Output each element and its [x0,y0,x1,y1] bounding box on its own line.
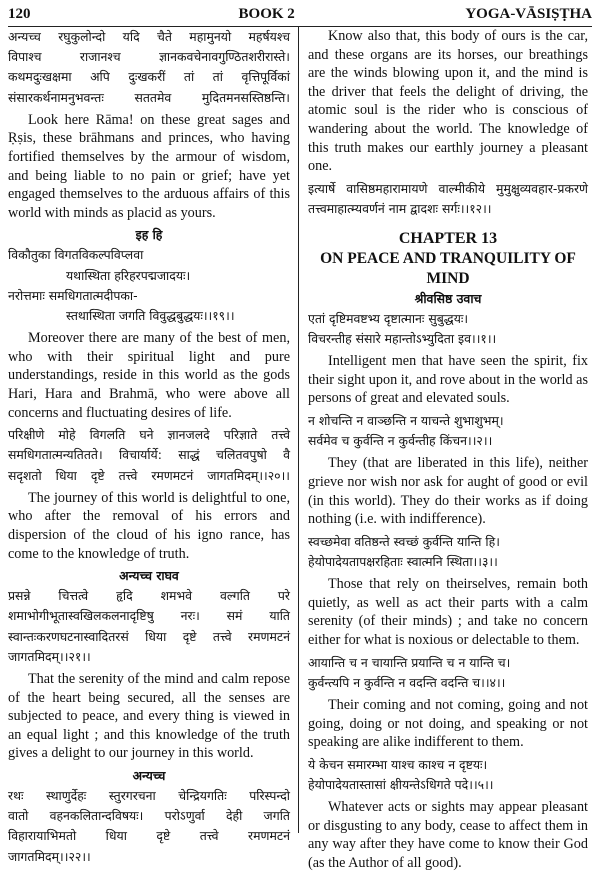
verse-heading: अन्यच्च [132,767,166,783]
verse-line: विकौतुका विगतविकल्पविप्लवा [8,247,144,263]
chapter-title: ON PEACE AND TRANQUILITY OF MIND [320,249,576,287]
right-column [298,27,588,871]
speaker-heading: श्रीवसिष्ठ उवाच [414,290,482,306]
page-number: 120 [8,6,31,22]
chapter-colophon: इत्यार्षे वासिष्ठमहारामायणे वाल्मीकीये मुमुक्षुव्यवहार-प्रकरणे तत्त्वमाहात्म्यवर्णनं नाम द्वादशः सर्गः।।१२।। [308,180,588,216]
verse-line: संसारकर्थनामनुभवन्तः सततमेव मुदितमनसस्तिष्ठन्ति। [8,89,290,105]
verse-line: रथः स्थाणुर्देहः स्तुरगरचना चेन्द्रियगतिः परिस्पन्दो [8,787,290,803]
verse-heading: अन्यच्च राघव [119,568,179,584]
translation-paragraph: That the serenity of the mind and calm repose of the heart being secured, all the senses are subjected to peace, and every thing is viewed in an equal light ; and this knowledge of the truth gives a delight to our journey in this world. [8,670,290,762]
verse-line: ये केचन समारम्भा याश्च काश्च न दृष्टयः। [308,756,488,772]
verse-line: विचरन्तीह संसारे महान्तोऽभ्युदिता इव।।१।। [308,330,497,346]
running-header [8,6,592,27]
verse-line: स्वान्तःकरणघटनास्वादितरसं धिया दृष्टे तत्त्वे रमणमटनं [8,628,290,644]
verse-line: एतां दृष्टिमवष्टभ्य दृष्टात्मानः सुबुद्धयः। [308,310,469,326]
sanskrit-verse [308,532,588,572]
translation-paragraph: Look here Rāma! on these great sages and Ṛṣis, these brāhmans and princes, who having fortified themselves by the armour of wisdom, and being liable to no pain or grief; have yet engaged themselves to the arduous affairs of this world with minds as placid as yours. [8,111,290,221]
verse-line: कुर्वन्त्यपि न कुर्वन्ति न वदन्ति वदन्ति च।।४।। [308,674,506,690]
verse-line: विपाश्च राजानश्च ज्ञानकवचेनावगुण्ठितशरीरास्ते। [8,49,290,65]
verse-line: आयान्ति च न चायान्ति प्रयान्ति च न यान्ति च। [308,654,511,670]
verse-line: स्तथास्थिता जगति विवुद्धबुद्धयः।।१९।। [66,307,235,323]
sanskrit-verse [8,586,290,667]
translation-paragraph: They (that are liberated in this life), neither grieve nor wish nor ask for aught of good or evil (in this world). They do their works as if doing nothing (i.e. with indifference). [308,455,588,528]
verse-line: यथास्थिता हरिहरपद्मजादयः। [66,267,191,283]
verse-line: प्रसन्ने चित्तत्वे हृदि शमभवे वल्गति परे [8,588,290,604]
sanskrit-verse [308,755,588,795]
verse-line: वातो वहनकलितान्दविषयः। परोऽणुर्वा देही जगति [8,808,290,824]
running-title: YOGA-VĀSIṢṬHA [465,6,592,22]
translation-paragraph: Their coming and not coming, going and not going, doing or not doing, and speaking or not speaking are alike indifferent to them. [308,696,588,751]
verse-line: विहारायाभिमतो धिया दृष्टे तत्त्वे रमणमटनं [8,828,290,844]
translation-paragraph: Whatever acts or sights may appear pleasant or disgusting to any body, cease to affect them in any way after they have come to know their God (as the Author of all good). [308,799,588,871]
translation-paragraph: Those that rely on theirselves, remain both quietly, as well as act their parts with a calm serenity (of their minds) ; and take no concern either for what is noxious or delectable to them. [308,576,588,648]
translation-paragraph: Know also that, this body of ours is the car, and these organs are its horses, our breathings are the winds blowing upon it, and the mind is the driver that feels the delight of driving, the atomic soul is the rider who is conscious of wandering about the world. The knowledge of this truth makes our earthly journey a pleasant one. [308,28,588,175]
verse-line: अन्यच्च रघुकुलोन्दो यदि चैते महामुनयो महर्षयश्च [8,29,290,44]
verse-line: जागतमिदम्।।२२।। [8,848,91,864]
verse-line: कथमदुःखक्षमा अपि दुःखकरीं तां तां वृत्तिपूर्विकां [8,69,290,85]
verse-heading: इह हि [135,227,163,243]
sanskrit-verse [8,27,290,108]
verse-line: स्वच्छमेवा वतिष्ठन्ते स्वच्छं कुर्वन्ति यान्ति हि। [308,533,500,549]
sanskrit-verse [8,425,290,486]
verse-line: परिक्षीणे मोहे विगलति घने ज्ञानजलदे परिज्ञाते तत्त्वे [8,427,290,443]
sanskrit-verse [308,309,588,349]
left-column [8,27,298,864]
sanskrit-verse [308,411,588,451]
sanskrit-verse [8,245,290,326]
verse-line: सदृशतो धिया दृष्टे तत्त्वे रमणमटनं जागतमिदम्।।२०।। [8,467,290,483]
sanskrit-verse [8,786,290,867]
verse-line: हेयोपादेयतास्तासां क्षीयन्तेऽधिगते पदे।।५।। [308,776,494,792]
verse-line: जागतमिदम्।।२१।। [8,648,91,664]
verse-line: हेयोपादेयतापक्षरहिताः स्वात्मनि स्थिता।।३।। [308,553,498,569]
verse-line: नरोत्तमाः समधिगतात्मदीपका- [8,287,138,303]
book-label: BOOK 2 [238,6,295,22]
translation-paragraph: The journey of this world is delightful to one, who after the removal of his errors and dispersion of the cloud of his igno rance, has come to the knowledge of truth. [8,489,290,562]
verse-line: शमाभोगीभूतास्वखिलकलनादृष्टिषु नरः। समं याति [8,608,290,624]
translation-paragraph: Intelligent men that have seen the spirit, fix their sight upon it, and rove about in the world as persons of great and elevated souls. [308,353,588,407]
verse-line: समधिगतात्मन्यतितते। विचार्यार्ये: साद्धं चलितवपुषो वै [8,447,290,463]
verse-line: न शोचन्ति न वाञ्छन्ति न याचन्ते शुभाशुभम्। [308,412,504,428]
two-column-body [8,27,592,871]
chapter-number: CHAPTER 13 [398,229,498,247]
sanskrit-verse [308,653,588,693]
verse-line: सर्वमेव च कुर्वन्ति न कुर्वन्तीह किंचन।।२।। [308,433,493,449]
translation-paragraph: Moreover there are many of the best of men, who with their spiritual light and pure understandings, reside in this world as the gods Hari, Hara and Brahmā, who were above all concerns and fluctuating desires of life. [8,330,290,421]
